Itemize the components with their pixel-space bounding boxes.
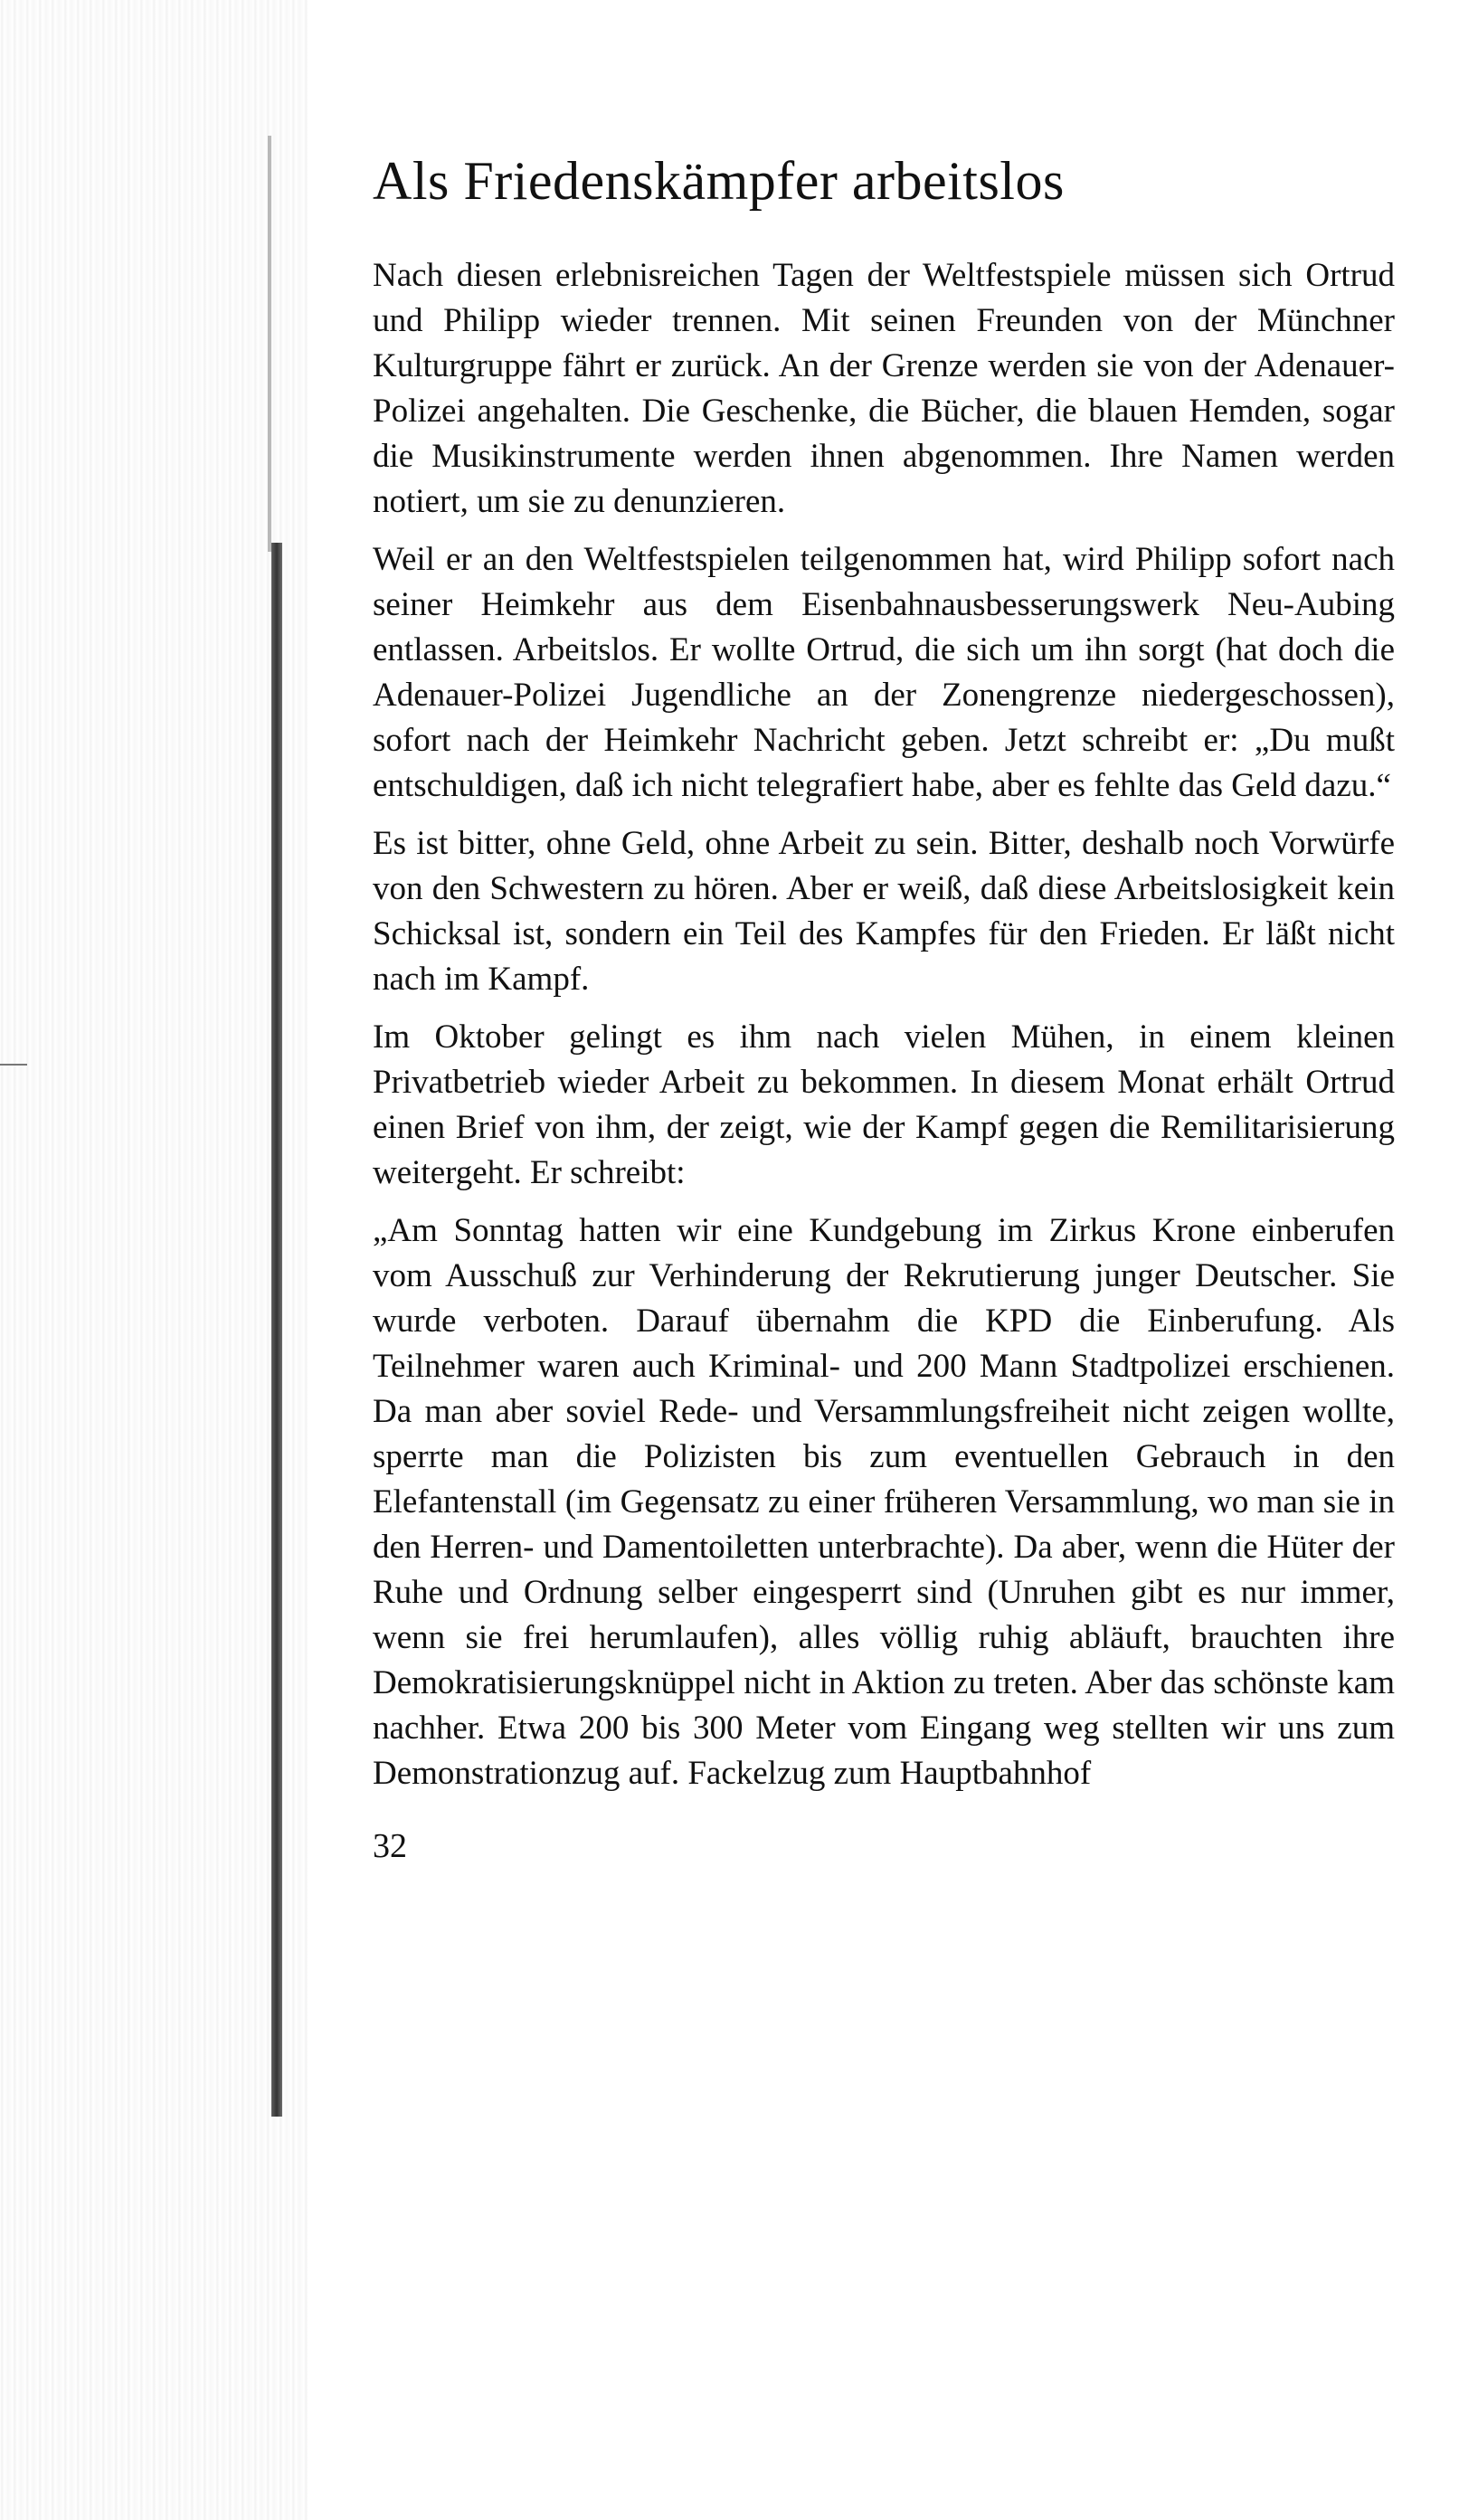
page-number: 32 [373, 1827, 407, 1865]
book-binding-shadow [0, 0, 308, 2520]
paragraph-2: Weil er an den Weltfestspielen teilgenommen hat, wird Philipp sofort nach seiner Heimkehr aus dem Eisenbahnausbesserungswerk Neu-Aubing entlassen. Arbeitslos. Er wollte Ortrud, die sich um ihn sorgt (hat doch die Adenauer-Polizei Jugendliche an der Zonengrenze niedergeschossen), sofort nach der Heimkehr Nachricht geben. Jetzt schreibt er: „Du mußt entschuldigen, daß ich nicht telegrafiert habe, aber es fehlte das Geld dazu.“ [373, 541, 1395, 804]
paragraph-5-letter: „Am Sonntag hatten wir eine Kundgebung im Zirkus Krone einberufen vom Ausschuß zur Verhinderung der Rekrutierung junger Deutscher. Sie wurde verboten. Darauf übernahm die KPD die Einberufung. Als Teilnehmer waren auch Kriminal- und 200 Mann Stadtpolizei erschienen. Da man aber soviel Rede- und Versammlungsfreiheit nicht zeigen wollte, sperrte man die Polizisten bis zum eventuellen Gebrauch in den Elefantenstall (im Gegensatz zu einer früheren Versammlung, wo man sie in den Herren- und Damentoiletten unterbrachte). Da aber, wenn die Hüter der Ruhe und Ordnung selber eingesperrt sind (Unruhen gibt es nur immer, wenn sie frei herumlaufen), alles völlig ruhig abläuft, brauchten ihre Demokratisierungsknüppel nicht in Aktion zu treten. Aber das schönste kam nachher. Etwa 200 bis 300 Meter vom Eingang weg stellten wir uns zum Demonstrationzug auf. Fackelzug zum Hauptbahnhof [373, 1212, 1395, 1792]
paragraph-3: Es ist bitter, ohne Geld, ohne Arbeit zu sein. Bitter, deshalb noch Vorwürfe von den Schwestern zu hören. Aber er weiß, daß diese Arbeitslosigkeit kein Schicksal ist, sondern ein Teil des Kampfes für den Frieden. Er läßt nicht nach im Kampf. [373, 825, 1395, 998]
binding-gutter-edge [271, 543, 282, 2117]
binding-gutter-top [268, 136, 271, 552]
paragraph-1: Nach diesen erlebnisreichen Tagen der Weltfestspiele müssen sich Ortrud und Philipp wieder trennen. Mit seinen Freunden von der Münchner Kulturgruppe fährt er zurück. An der Grenze werden sie von der Adenauer-Polizei angehalten. Die Geschenke, die Bücher, die blauen Hemden, sogar die Musikinstrumente werden ihnen abgenommen. Ihre Namen werden notiert, um sie zu denunzieren. [373, 257, 1395, 520]
chapter-title: Als Friedenskämpfer arbeitslos [373, 151, 1065, 211]
paragraph-4: Im Oktober gelingt es ihm nach vielen Mühen, in einem kleinen Privatbetrieb wieder Arbeit zu bekommen. In diesem Monat erhält Ortrud einen Brief von ihm, der zeigt, wie der Kampf gegen die Remilitarisierung weitergeht. Er schreibt: [373, 1018, 1395, 1191]
margin-mark [0, 1064, 27, 1066]
page-content [373, 145, 1395, 1869]
